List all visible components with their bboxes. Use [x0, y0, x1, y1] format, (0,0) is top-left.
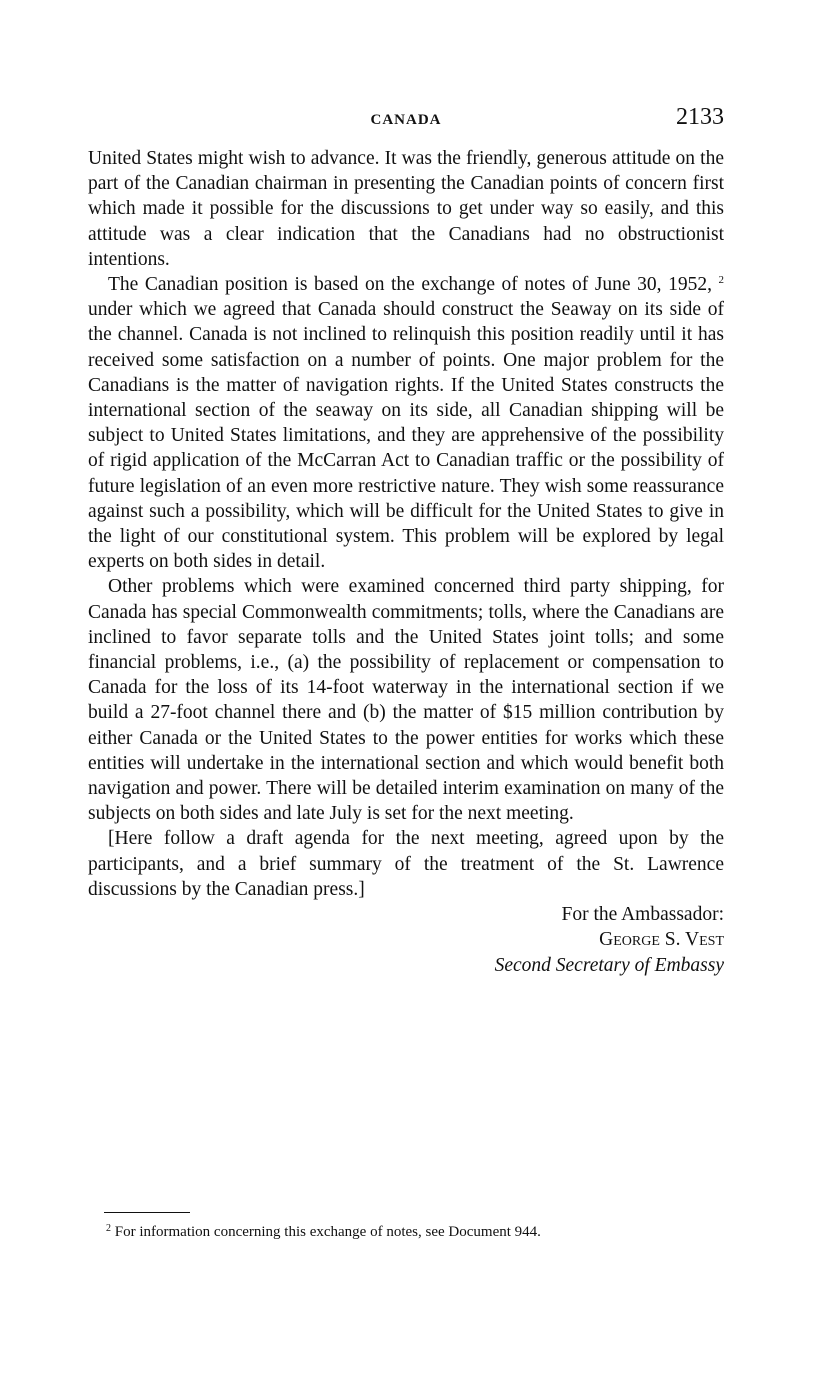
running-head	[88, 100, 724, 134]
signatory-name: George S. Vest	[599, 929, 724, 951]
running-title: CANADA	[370, 112, 442, 128]
paragraph-4: [Here follow a draft agenda for the next meeting, agreed upon by the participants, and a brief summary of the treatment of the St. Lawrence discussions by the Canadian press.]	[88, 828, 724, 900]
page-number: 2133	[676, 104, 724, 130]
footnote-divider	[104, 1212, 190, 1213]
body-text	[88, 146, 724, 902]
document-page	[88, 100, 724, 978]
footnote-marker: 2	[106, 1223, 111, 1234]
paragraph-1: United States might wish to advance. It was the friendly, generous attitude on the part of the Canadian chairman in presenting the Canadian points of concern first which made it possible for the discussions to get under way so easily, and this attitude was a clear indication that the Canadians had no obstructionist intentions.	[88, 148, 724, 270]
paragraph-2	[88, 272, 724, 574]
footnote-text: For information concerning this exchange of notes, see Document 944.	[111, 1224, 541, 1240]
signatory-title: Second Secretary of Embassy	[494, 954, 724, 976]
signature-block	[88, 902, 724, 978]
footnote-reference: 2	[718, 274, 725, 287]
footnote	[106, 1222, 726, 1242]
paragraph-2-start: The Canadian position is based on the exchange of notes of June 30, 1952,	[108, 274, 712, 296]
paragraph-3: Other problems which were examined concerned third party shipping, for Canada has special Commonwealth commitments; tolls, where the Canadians are inclined to favor separate tolls and the United States joint tolls; and some financial problems, i.e., (a) the possibility of replacement or compensation to Canada for the loss of its 14-foot waterway in the international section if we build a 27-foot channel there and (b) the matter of $15 million contribution by either Canada or the United States to the power entities for works which these entities will undertake in the international section and which would benefit both navigation and power. There will be detailed interim examination on many of the subjects on both sides and late July is set for the next meeting.	[88, 576, 724, 825]
signature-line: For the Ambassador:	[561, 904, 724, 926]
paragraph-2-rest: under which we agreed that Canada should construct the Seaway on its side of the channel. Canada is not inclined to relinquish this position readily until it has received some satisfaction on a number of points. One major problem for the Canadians is the matter of navigation rights. If the United States constructs the international section of the seaway on its side, all Canadian shipping will be subject to United States limitations, and they are apprehensive of the possibility of rigid application of the McCarran Act to Canadian traffic or the possibility of future legislation of an even more restrictive nature. They wish some reassurance against such a possibility, which will be difficult for the United States to give in the light of our constitutional system. This problem will be explored by legal experts on both sides in detail.	[88, 299, 724, 573]
